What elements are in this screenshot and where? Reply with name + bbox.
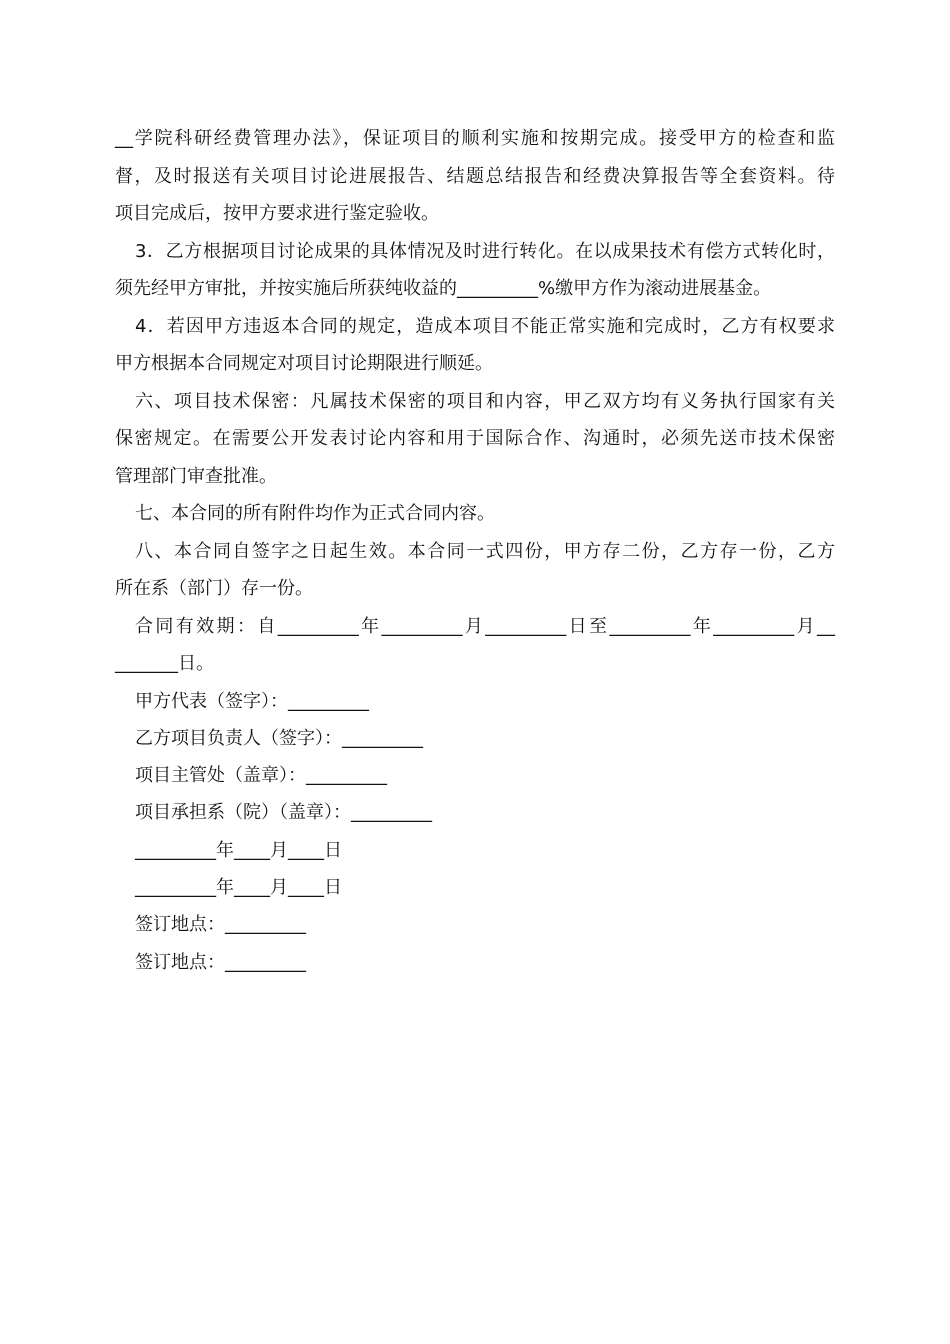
paragraph-clause-4 xyxy=(115,308,835,383)
signing-date: _________年____月____日 xyxy=(135,876,342,898)
paragraph-validity-period xyxy=(115,608,835,683)
paragraph-attachments xyxy=(115,495,835,533)
text-line: 合同有效期：自_________年_________月_________日至_________年_________月__ xyxy=(135,615,835,637)
text-line: 甲方根据本合同规定对项目讨论期限进行顺延。 xyxy=(115,353,493,374)
text-line: 项目完成后，按甲方要求进行鉴定验收。 xyxy=(115,203,439,224)
text-line: _______日。 xyxy=(115,653,214,674)
paragraph-effective-copies xyxy=(115,533,835,608)
party-b-project-lead-signature: 乙方项目负责人（签字）：_________ xyxy=(135,727,423,749)
signing-date: _________年____月____日 xyxy=(135,839,342,861)
paragraph-confidentiality xyxy=(115,383,835,496)
text-line: __学院科研经费管理办法》，保证项目的顺利实施和按期完成。接受甲方的检查和监 xyxy=(115,128,835,149)
text-line: 所在系（部门）存一份。 xyxy=(115,578,313,599)
text-line: 3．乙方根据项目讨论成果的具体情况及时进行转化。在以成果技术有偿方式转化时， xyxy=(135,240,835,262)
text-line: 七、本合同的所有附件均作为正式合同内容。 xyxy=(135,503,495,524)
text-line: 管理部门审查批准。 xyxy=(115,465,277,487)
text-line: 4．若因甲方违返本合同的规定，造成本项目不能正常实施和完成时，乙方有权要求 xyxy=(135,315,835,337)
paragraph-funding-management xyxy=(115,120,835,233)
paragraph-clause-3 xyxy=(115,233,835,308)
party-a-representative-signature: 甲方代表（签字）：_________ xyxy=(135,690,369,712)
text-line: 须先经甲方审批，并按实施后所获纯收益的_________%缴甲方作为滚动进展基金。 xyxy=(115,278,772,299)
text-line: 保密规定。在需要公开发表讨论内容和用于国际合作、沟通时，必须先送市技术保密 xyxy=(115,428,835,449)
signing-location: 签订地点：_________ xyxy=(135,951,306,973)
signing-location: 签订地点：_________ xyxy=(135,914,306,936)
contract-page xyxy=(115,120,835,981)
text-line: 八、本合同自签字之日起生效。本合同一式四份，甲方存二份，乙方存一份，乙方 xyxy=(135,540,835,562)
text-line: 督，及时报送有关项目讨论进展报告、结题总结报告和经费决算报告等全套资料。待 xyxy=(115,165,835,187)
signature-block xyxy=(115,683,835,981)
department-seal: 项目承担系（院）（盖章）：_________ xyxy=(135,802,432,824)
project-office-seal: 项目主管处（盖章）：_________ xyxy=(135,765,387,787)
text-line: 六、项目技术保密：凡属技术保密的项目和内容，甲乙双方均有义务执行国家有关 xyxy=(135,390,835,412)
